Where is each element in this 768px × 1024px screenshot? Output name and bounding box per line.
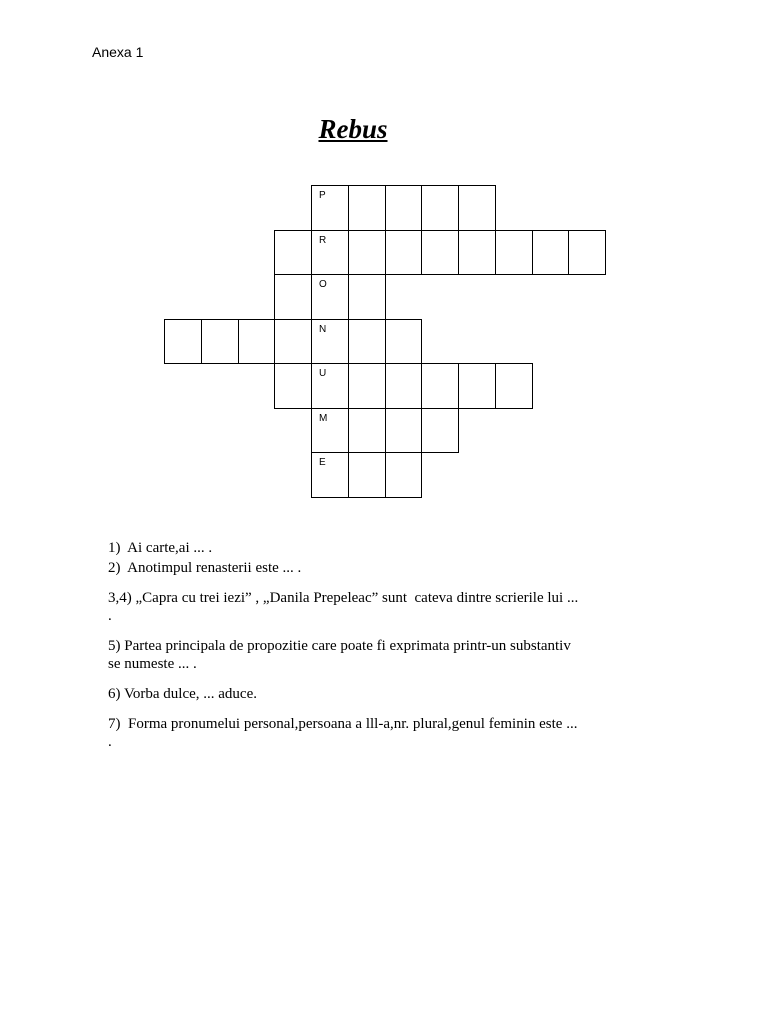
key-letter: N [319, 323, 327, 335]
key-letter: P [319, 190, 326, 201]
crossword-cell [495, 363, 533, 409]
crossword-cell [458, 185, 496, 231]
crossword-grid [164, 185, 605, 496]
clue-list [108, 539, 688, 763]
crossword-cell [274, 274, 312, 320]
crossword-cell [421, 408, 459, 454]
clue-1: 1) Ai carte,ai ... . [108, 540, 213, 556]
crossword-cell [274, 319, 312, 365]
crossword-cell [458, 363, 496, 409]
crossword-cell [311, 319, 349, 365]
clue-3-4: 3,4) „Capra cu trei iezi” , „Danila Prepeleac” sunt cateva dintre scrierile lui ... . [108, 590, 579, 624]
crossword-cell [274, 230, 312, 276]
crossword-cell [274, 363, 312, 409]
annex-label: Anexa 1 [92, 44, 144, 60]
crossword-cell [458, 230, 496, 276]
crossword-cell [532, 230, 570, 276]
key-letter: M [319, 412, 328, 424]
crossword-cell [421, 185, 459, 231]
clue-7: 7) Forma pronumelui personal,persoana a lll-a,nr. plural,genul feminin este ... . [108, 716, 578, 750]
crossword-cell [311, 452, 349, 498]
crossword-cell [238, 319, 276, 365]
crossword-cell [311, 274, 349, 320]
key-letter: O [319, 279, 327, 290]
crossword-cell [311, 408, 349, 454]
crossword-cell [495, 230, 533, 276]
crossword-cell [311, 185, 349, 231]
crossword-cell [348, 274, 386, 320]
crossword-cell [348, 230, 386, 276]
key-letter: E [319, 457, 326, 468]
crossword-cell [348, 185, 386, 231]
key-letter: R [319, 234, 327, 246]
crossword-cell [311, 230, 349, 276]
key-letter: U [319, 368, 327, 379]
crossword-cell [348, 452, 386, 498]
crossword-cell [421, 230, 459, 276]
crossword-cell [348, 319, 386, 365]
crossword-cell [164, 319, 202, 365]
clue-5: 5) Partea principala de propozitie care poate fi exprimata printr-un substantiv se numeste ... . [108, 638, 571, 672]
crossword-cell [348, 408, 386, 454]
crossword-cell [311, 363, 349, 409]
crossword-cell [385, 452, 423, 498]
crossword-cell [201, 319, 239, 365]
crossword-cell [421, 363, 459, 409]
crossword-cell [385, 408, 423, 454]
clue-2: 2) Anotimpul renasterii este ... . [108, 560, 302, 576]
clue-6: 6) Vorba dulce, ... aduce. [108, 686, 257, 702]
crossword-cell [348, 363, 386, 409]
crossword-cell [385, 230, 423, 276]
page-title: Rebus [318, 114, 388, 144]
crossword-cell [385, 185, 423, 231]
crossword-cell [385, 319, 423, 365]
crossword-cell [385, 363, 423, 409]
crossword-cell [568, 230, 606, 276]
